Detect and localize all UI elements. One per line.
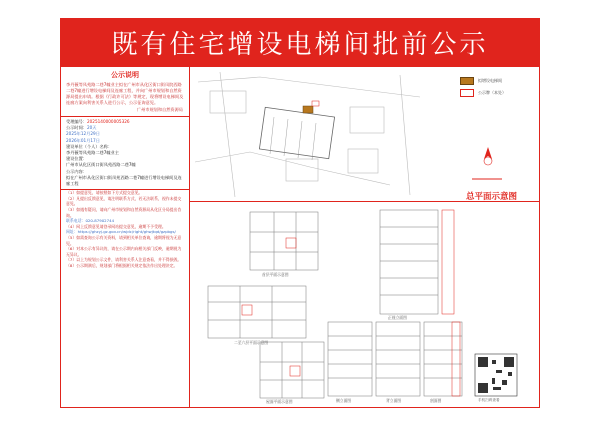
notice-column: [61, 67, 190, 407]
instruction-item: （7）以上为规划公示文件，请利害关系人注意查看，并不得损毁。: [66, 257, 182, 263]
north-arrow-icon: [484, 147, 492, 165]
side-elevation-drawing: [328, 322, 462, 396]
front-elevation-drawing: [380, 210, 438, 314]
location-label: 建设位置：: [66, 156, 87, 162]
legend-swatch: [460, 77, 474, 85]
legend-label: 拟增设电梯间: [478, 78, 502, 83]
architectural-drawings: [190, 202, 539, 407]
instruction-item: （3）如遇有疑问，请向广州市规划和自然资源局从化区分局提出咨询。: [66, 207, 182, 218]
qr-caption: 手机扫码查看: [478, 398, 500, 402]
start-date: 2025年12月29日: [66, 131, 100, 137]
applicant-label: 建设单位（个人）名称：: [66, 143, 113, 149]
drawing-caption: 背立面图: [386, 398, 402, 403]
legend-item: [460, 75, 532, 87]
applicant-value: 李丹薇等凤苑路二巷7幢业主: [66, 150, 119, 156]
doc-label: 受理编号：: [66, 119, 87, 124]
instruction-item: （5）如需查询公示有关资料，请到相关单位查询，逾期将视为无意见。: [66, 234, 182, 246]
instruction-item: （4）网上反馈意见请登录网站提交意见，逾期不予受理。: [66, 223, 166, 229]
content-value: 拟在广州市从化区街口街凤苑西路二巷7幢进行增设电梯间及连廊工程: [66, 174, 182, 187]
instruction-item: （2）凡提出反馈意见，请注明联系方式，若无法联系，视作未提交意见。: [66, 195, 182, 207]
drawing-sheets: [190, 202, 539, 407]
period-label: 公示时间：: [66, 125, 87, 131]
notice-intro: 李丹薇等凤苑路二巷7幢业主拟在广州市从化区街口街凤院西路二巷7幢进行增设电梯间及连廊工程，并向广州市规划和自然资源局提出申请。根据《行政许可法》等规定，现将增设电梯间及连廊方案向利害关系人进行公示，公示征询意见。: [66, 82, 184, 105]
instruction-item: （8）公示期满后，规划部门将根据相关规定依法作出处理决定。: [66, 262, 178, 268]
period-days: 20天: [86, 125, 97, 131]
instructions: [61, 190, 189, 268]
elevator-marker: [303, 106, 313, 113]
content-label: 公示内容：: [66, 168, 87, 174]
drawing-caption: 剖面图: [430, 398, 442, 403]
end-date: 2026年01月17日: [66, 137, 100, 143]
drawing-caption: 首层平面示意图: [262, 272, 289, 277]
notice-heading: 公示说明: [111, 71, 139, 79]
drawing-caption: 二至六层平面示意图: [234, 340, 269, 345]
legend-item: [460, 87, 532, 99]
drawing-column: [190, 67, 539, 407]
legend-swatch: [460, 89, 474, 97]
drawing-caption: 侧立面图: [336, 398, 352, 403]
feedback-url[interactable]: 网址：https://ghzyj.gz.gov.cn/wjdc/right/ghwjtqd/gzpbgs/: [66, 229, 176, 235]
notice-meta: [61, 117, 189, 187]
board-title: 既有住宅增设电梯间批前公示: [60, 18, 540, 66]
sign-marker: [312, 101, 319, 106]
legend-label: 公示牌（本处）: [478, 90, 506, 95]
drawing-caption: 正视立面图: [388, 315, 407, 320]
site-plan-legend: [460, 75, 532, 99]
instruction-item: （6）对本公示有异议的，请在公示期内向相关部门反映，逾期视为无异议。: [66, 246, 182, 257]
location-value: 广州市从化区街口街凤苑西路二巷7幢: [66, 162, 136, 168]
drawing-caption: 屋面平面示意图: [266, 399, 293, 404]
content-frame: [60, 66, 540, 408]
floor-plan-drawing: [208, 212, 324, 398]
site-plan-title: 总平面示意图: [466, 192, 518, 202]
doc-number: 2025140000005326: [86, 119, 130, 124]
instruction-item: （1）如提意见，请按照如下方式提交意见。: [66, 190, 143, 196]
contact-phone: 联系电话：020-87902744: [66, 218, 115, 224]
qr-code-icon[interactable]: [475, 354, 517, 396]
notice-issuer: 广州市规划和自然资源局: [136, 107, 183, 112]
site-plan-panel: [190, 67, 539, 202]
